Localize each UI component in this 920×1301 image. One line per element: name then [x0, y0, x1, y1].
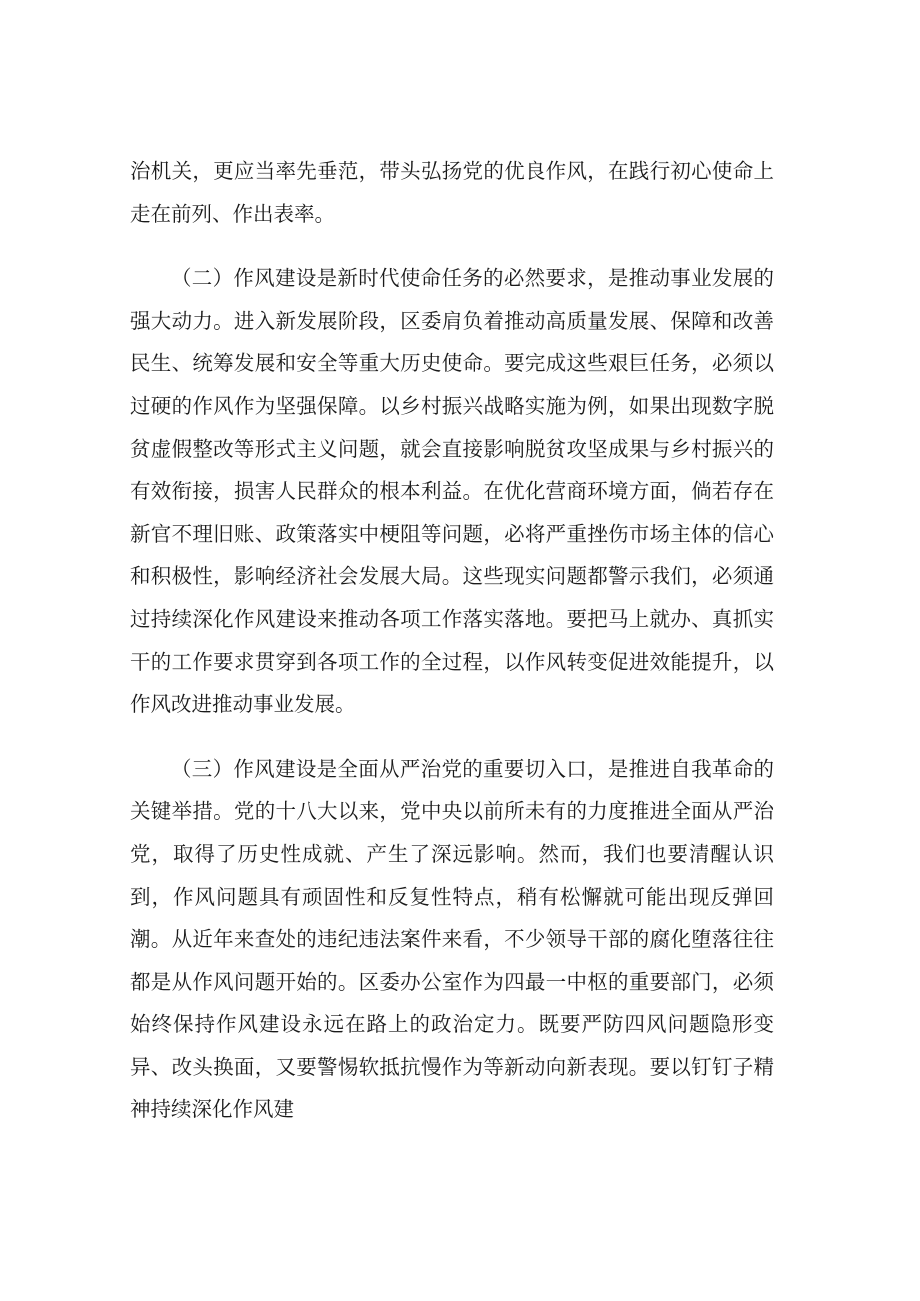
document-body [130, 150, 774, 1131]
paragraph-continuation: 治机关，更应当率先垂范，带头弘扬党的优良作风，在践行初心使命上走在前列、作出表率。 [130, 159, 774, 226]
paragraph-section-3: （三）作风建设是全面从严治党的重要切入口，是推进自我革命的关键举措。党的十八大以来，党中央以前所未有的力度推进全面从严治党，取得了历史性成就、产生了深远影响。然而，我们也要清醒认识到，作风问题具有顽固性和反复性特点，稍有松懈就可能出现反弹回潮。从近年来查处的违纪违法案件来看，不少领导干部的腐化堕落往往都是从作风问题开始的。区委办公室作为四最一中枢的重要部门，必须始终保持作风建设永远在路上的政治定力。既要严防四风问题隐形变异、改头换面，又要警惕软抵抗慢作为等新动向新表现。要以钉钉子精神持续深化作风建 [130, 756, 774, 1122]
paragraph-section-2: （二）作风建设是新时代使命任务的必然要求，是推动事业发展的强大动力。进入新发展阶段，区委肩负着推动高质量发展、保障和改善民生、统筹发展和安全等重大历史使命。要完成这些艰巨任务，必须以过硬的作风作为坚强保障。以乡村振兴战略实施为例，如果出现数字脱贫虚假整改等形式主义问题，就会直接影响脱贫攻坚成果与乡村振兴的有效衔接，损害人民群众的根本利益。在优化营商环境方面，倘若存在新官不理旧账、政策落实中梗阻等问题，必将严重挫伤市场主体的信心和积极性，影响经济社会发展大局。这些现实问题都警示我们，必须通过持续深化作风建设来推动各项工作落实落地。要把马上就办、真抓实干的工作要求贯穿到各项工作的全过程，以作风转变促进效能提升，以作风改进推动事业发展。 [130, 266, 774, 717]
